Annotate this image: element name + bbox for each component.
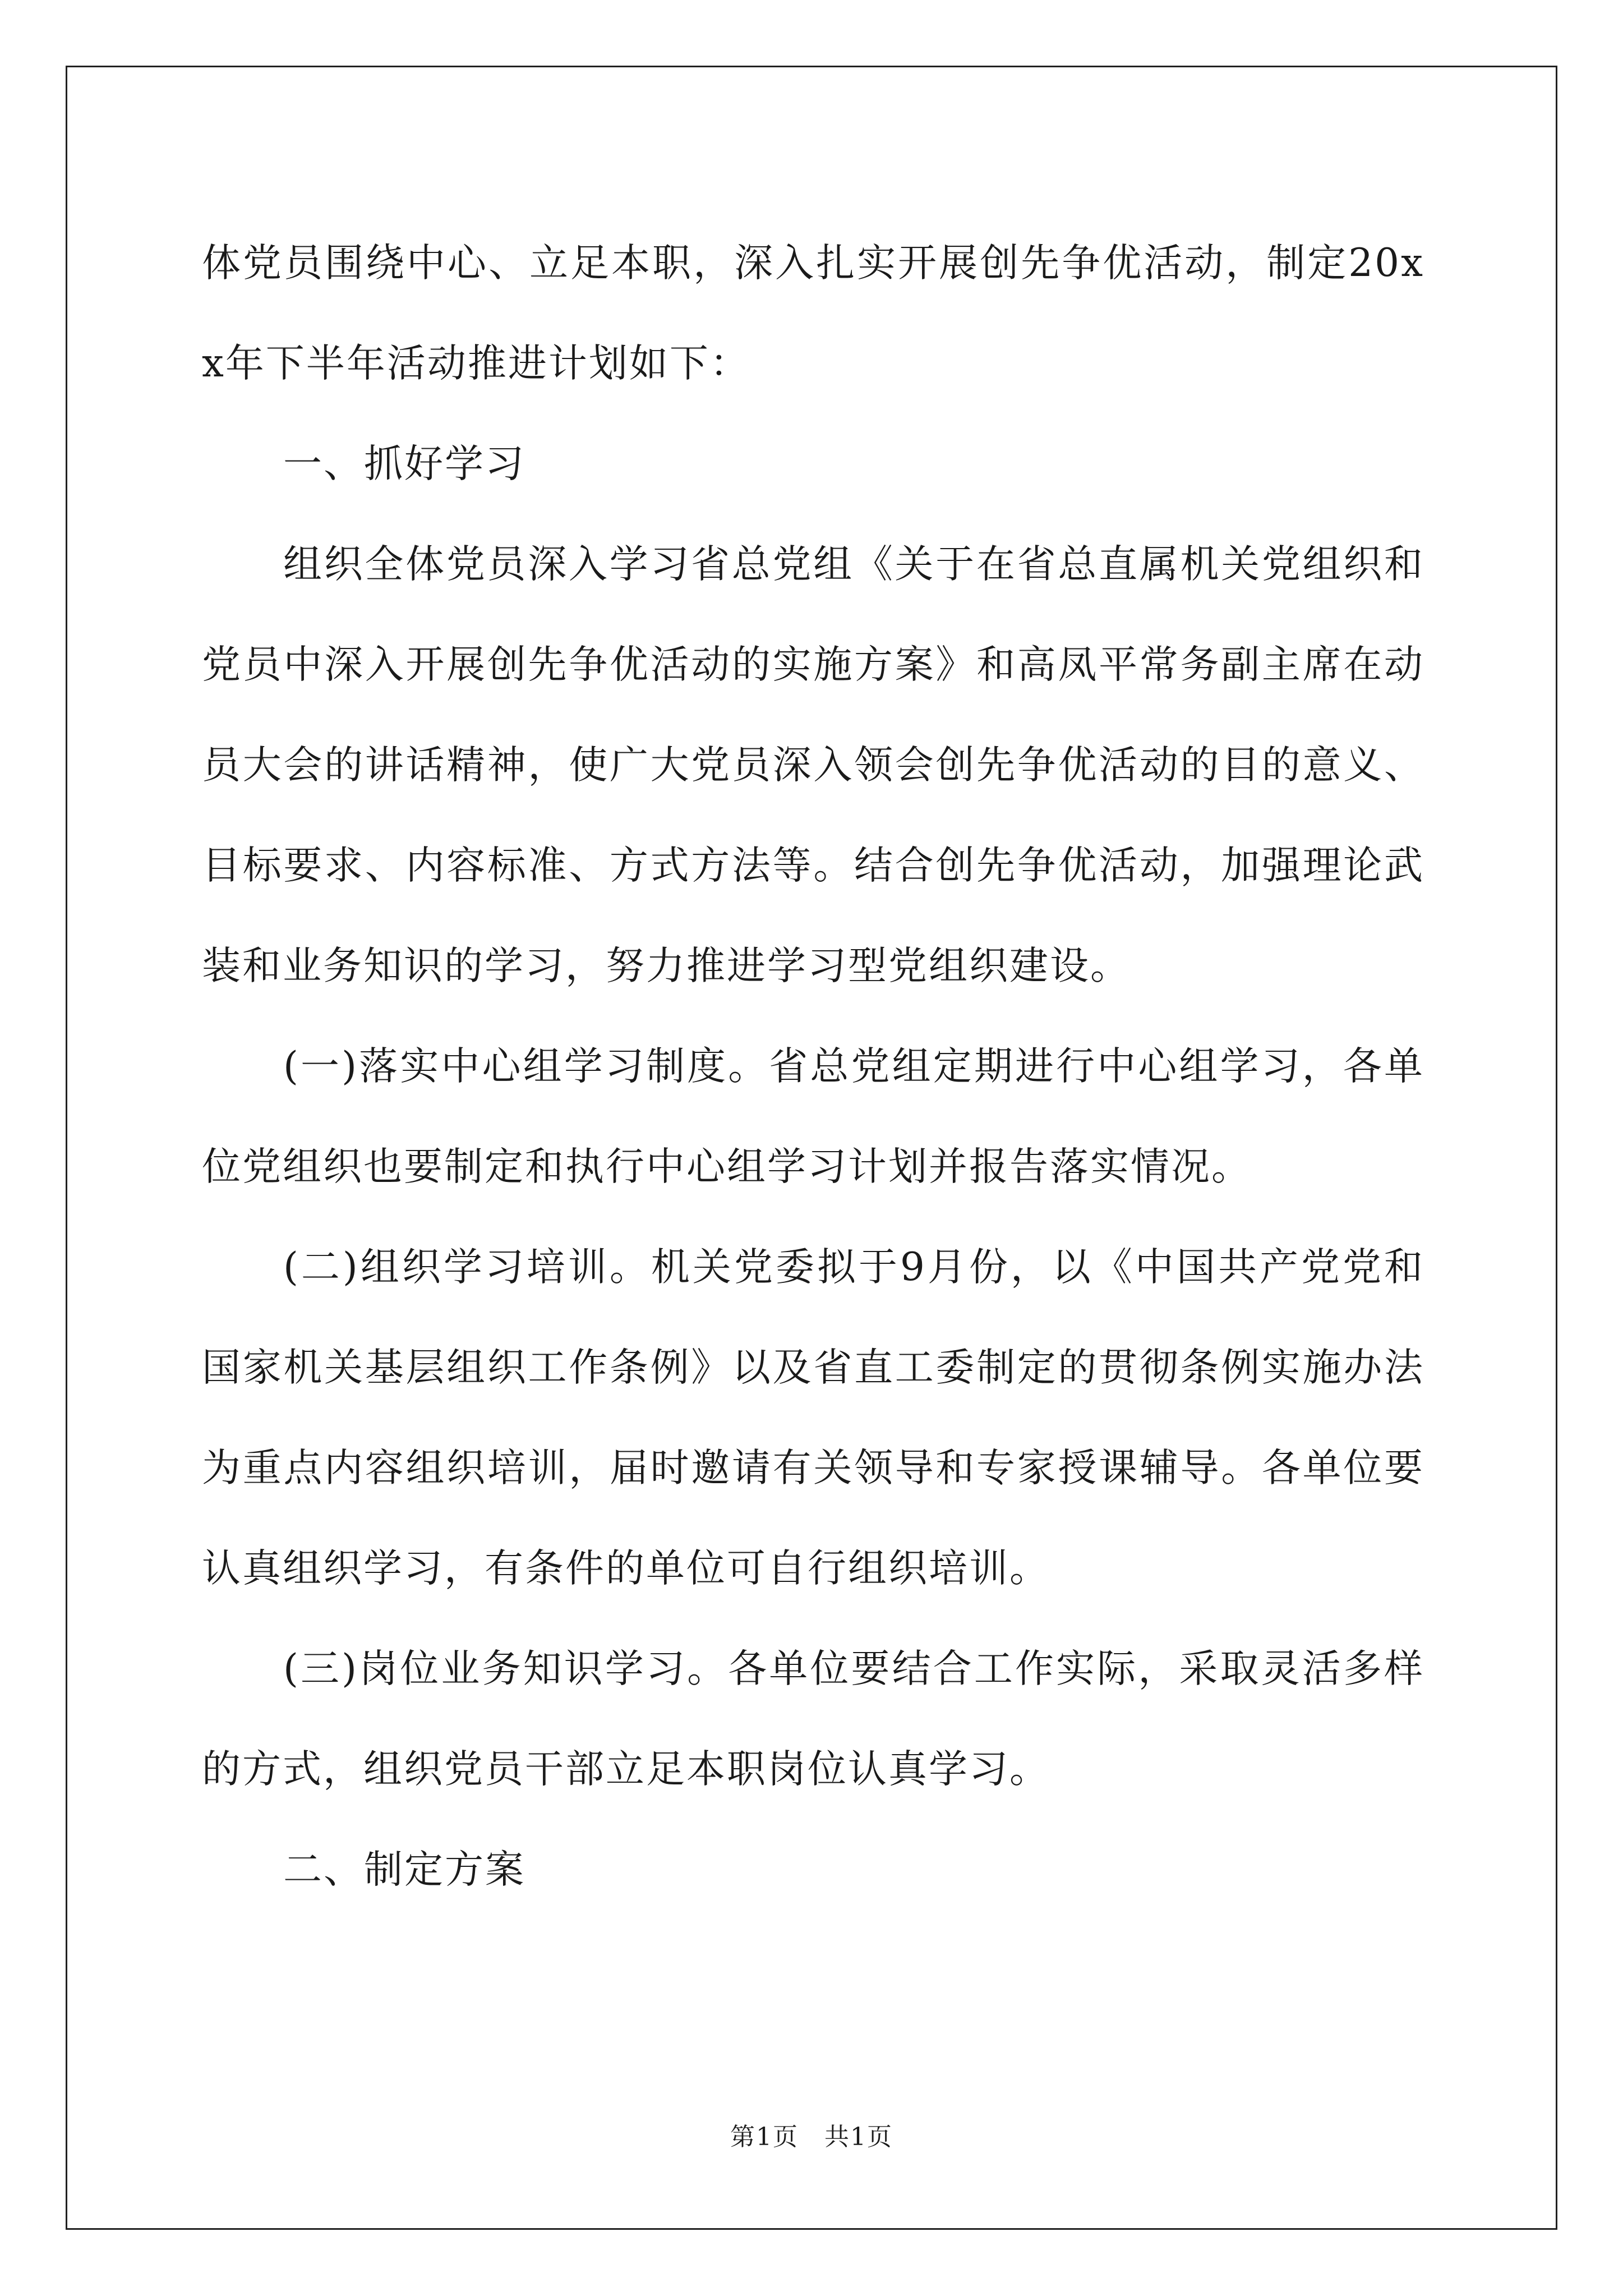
section-heading-study: 一、抓好学习 [283, 441, 525, 486]
paragraph-study-overview: 组织全体党员深入学习省总党组《关于在省总直属机关党组织和党员中深入开展创先争优活动的实施方案》和高凤平常务副主席在动员大会的讲话精神，使广大党员深入领会创先争优活动的目的意义、目标要求、内容标准、方式方法等。结合创先争优活动，加强理论武装和业务知识的学习，努力推进学习型党组织建设。 [202, 542, 1424, 988]
paragraph-study-item-1: (一)落实中心组学习制度。省总党组定期进行中心组学习，各单位党组织也要制定和执行中心组学习计划并报告落实情况。 [202, 1044, 1424, 1189]
paragraph-intro: 体党员围绕中心、立足本职，深入扎实开展创先争优活动，制定20xx年下半年活动推进计划如下： [202, 241, 1424, 386]
document-body [202, 213, 1424, 1920]
page-footer: 第1页 共1页 [730, 2123, 893, 2151]
paragraph-study-item-2: (二)组织学习培训。机关党委拟于9月份，以《中国共产党党和国家机关基层组织工作条例》以及省直工委制定的贯彻条例实施办法为重点内容组织培训，届时邀请有关领导和专家授课辅导。各单位要认真组织学习，有条件的单位可自行组织培训。 [202, 1245, 1424, 1591]
paragraph-study-item-3: (三)岗位业务知识学习。各单位要结合工作实际，采取灵活多样的方式，组织党员干部立足本职岗位认真学习。 [202, 1646, 1424, 1792]
section-heading-plan: 二、制定方案 [283, 1847, 525, 1892]
